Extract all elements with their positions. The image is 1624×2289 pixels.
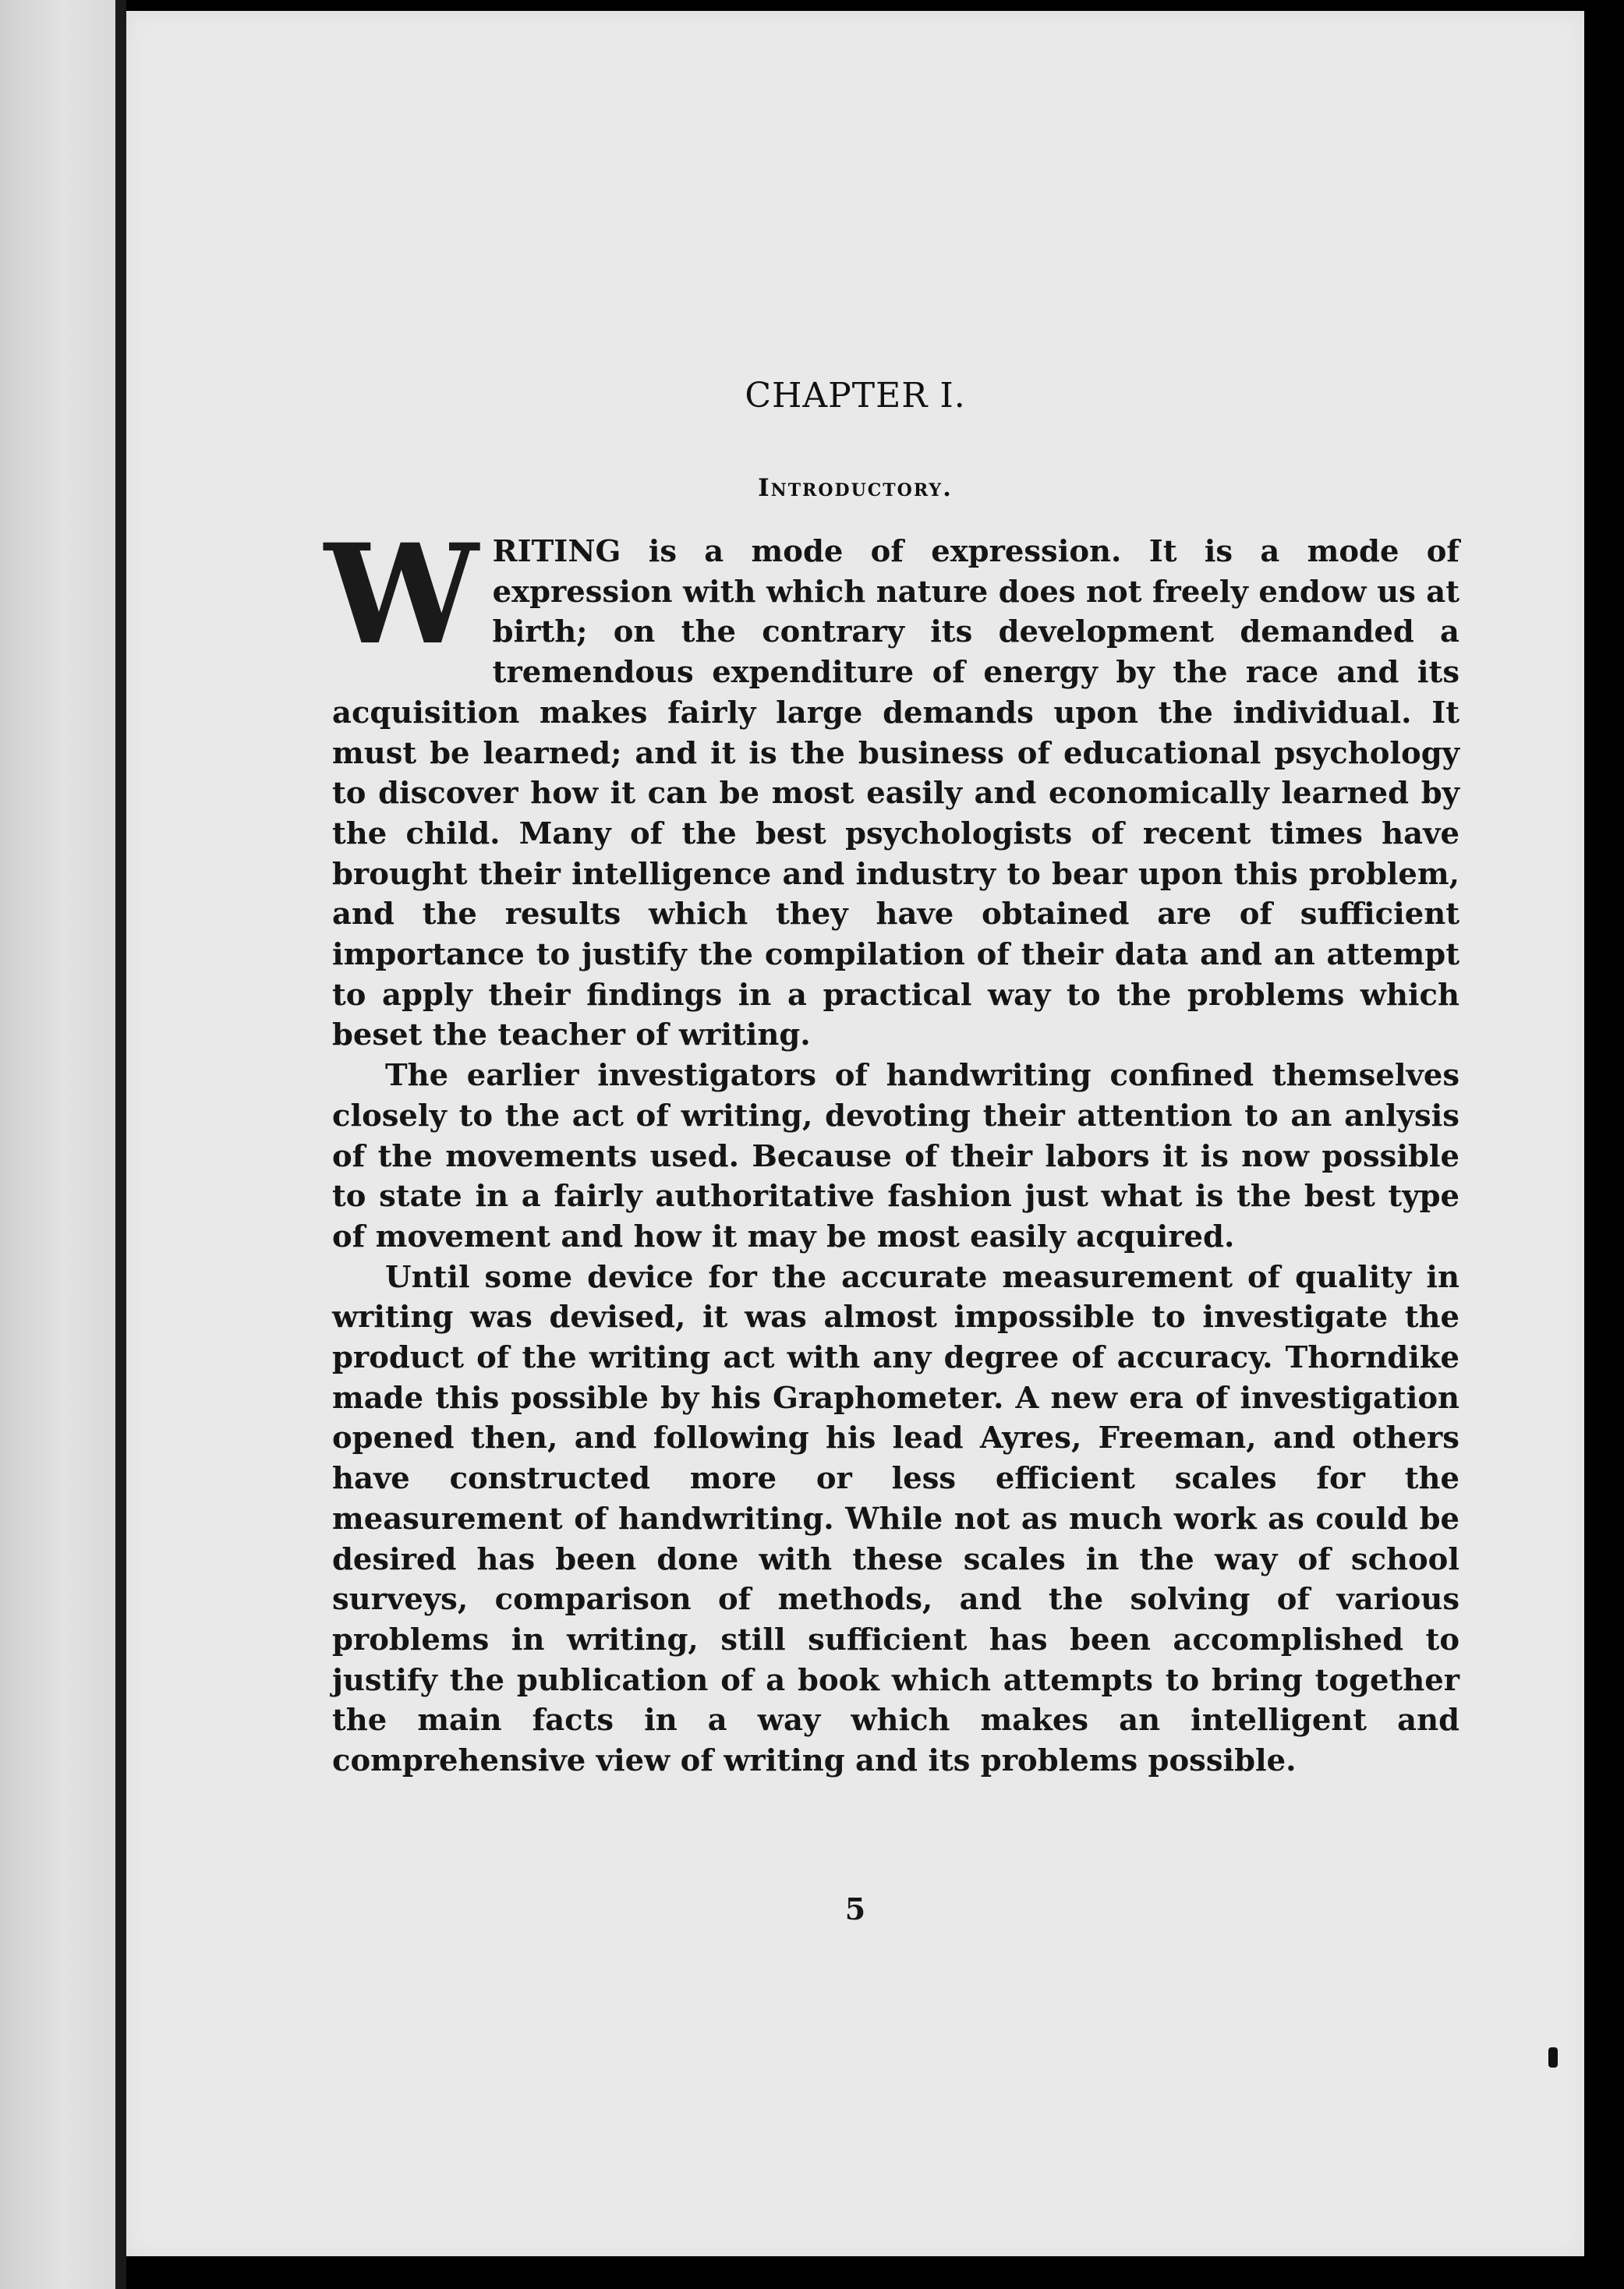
drop-cap: W [324, 514, 479, 675]
paragraph-2: The earlier investigators of handwriting confined themselves closely to the act of writing, devoting their attention to an anlysis of the movements used. Because of their labors it is now possible to state in a fairly authoritative fashion just what is the best type of movement and how it may be most easily acquired. [332, 1058, 1459, 1254]
section-title: Introductory. [758, 474, 953, 502]
scan-artifact [1548, 2047, 1558, 2068]
book-page [126, 11, 1584, 2256]
page-number: 5 [844, 1891, 866, 1926]
chapter-heading: CHAPTER I. [745, 376, 966, 416]
body-text [324, 514, 1459, 1781]
paragraph-1 [324, 514, 1459, 1056]
facing-page-edge [0, 0, 115, 2289]
page-gutter [115, 0, 126, 2289]
paragraph-3: Until some device for the accurate measurement of quality in writing was devised, it was almost impossible to investigate the product of the writing act with any degree of accuracy. Thorndike made this possible by his Graphometer. A new era of investigation opened then, and following his lead Ayres, Freeman, and others have constructed more or less efficient scales for the measurement of handwriting. While not as much work as could be desired has been done with these scales in the way of school surveys, comparison of methods, and the solving of various problems in writing, still sufficient has been accomplished to justify the publication of a book which attempts to bring together the main facts in a way which makes an intelligent and comprehensive view of writing and its problems possible. [332, 1259, 1459, 1779]
paragraph-1-text: RITING is a mode of expression. It is a mode of expression with which nature does not freely endow us at birth; on the contrary its development demanded a tremendous expenditure of energy by the race and its acquisition makes fairly large demands upon the individual. It must be learned; and it is the business of educational psychology to discover how it can be most easily and economically learned by the child. Many of the best psychologists of recent times have brought their intelligence and industry to bear upon this problem, and the results which they have obtained are of sufficient importance to justify the compilation of their data and an attempt to apply their findings in a practical way to the problems which beset the teacher of writing. [332, 534, 1459, 1053]
